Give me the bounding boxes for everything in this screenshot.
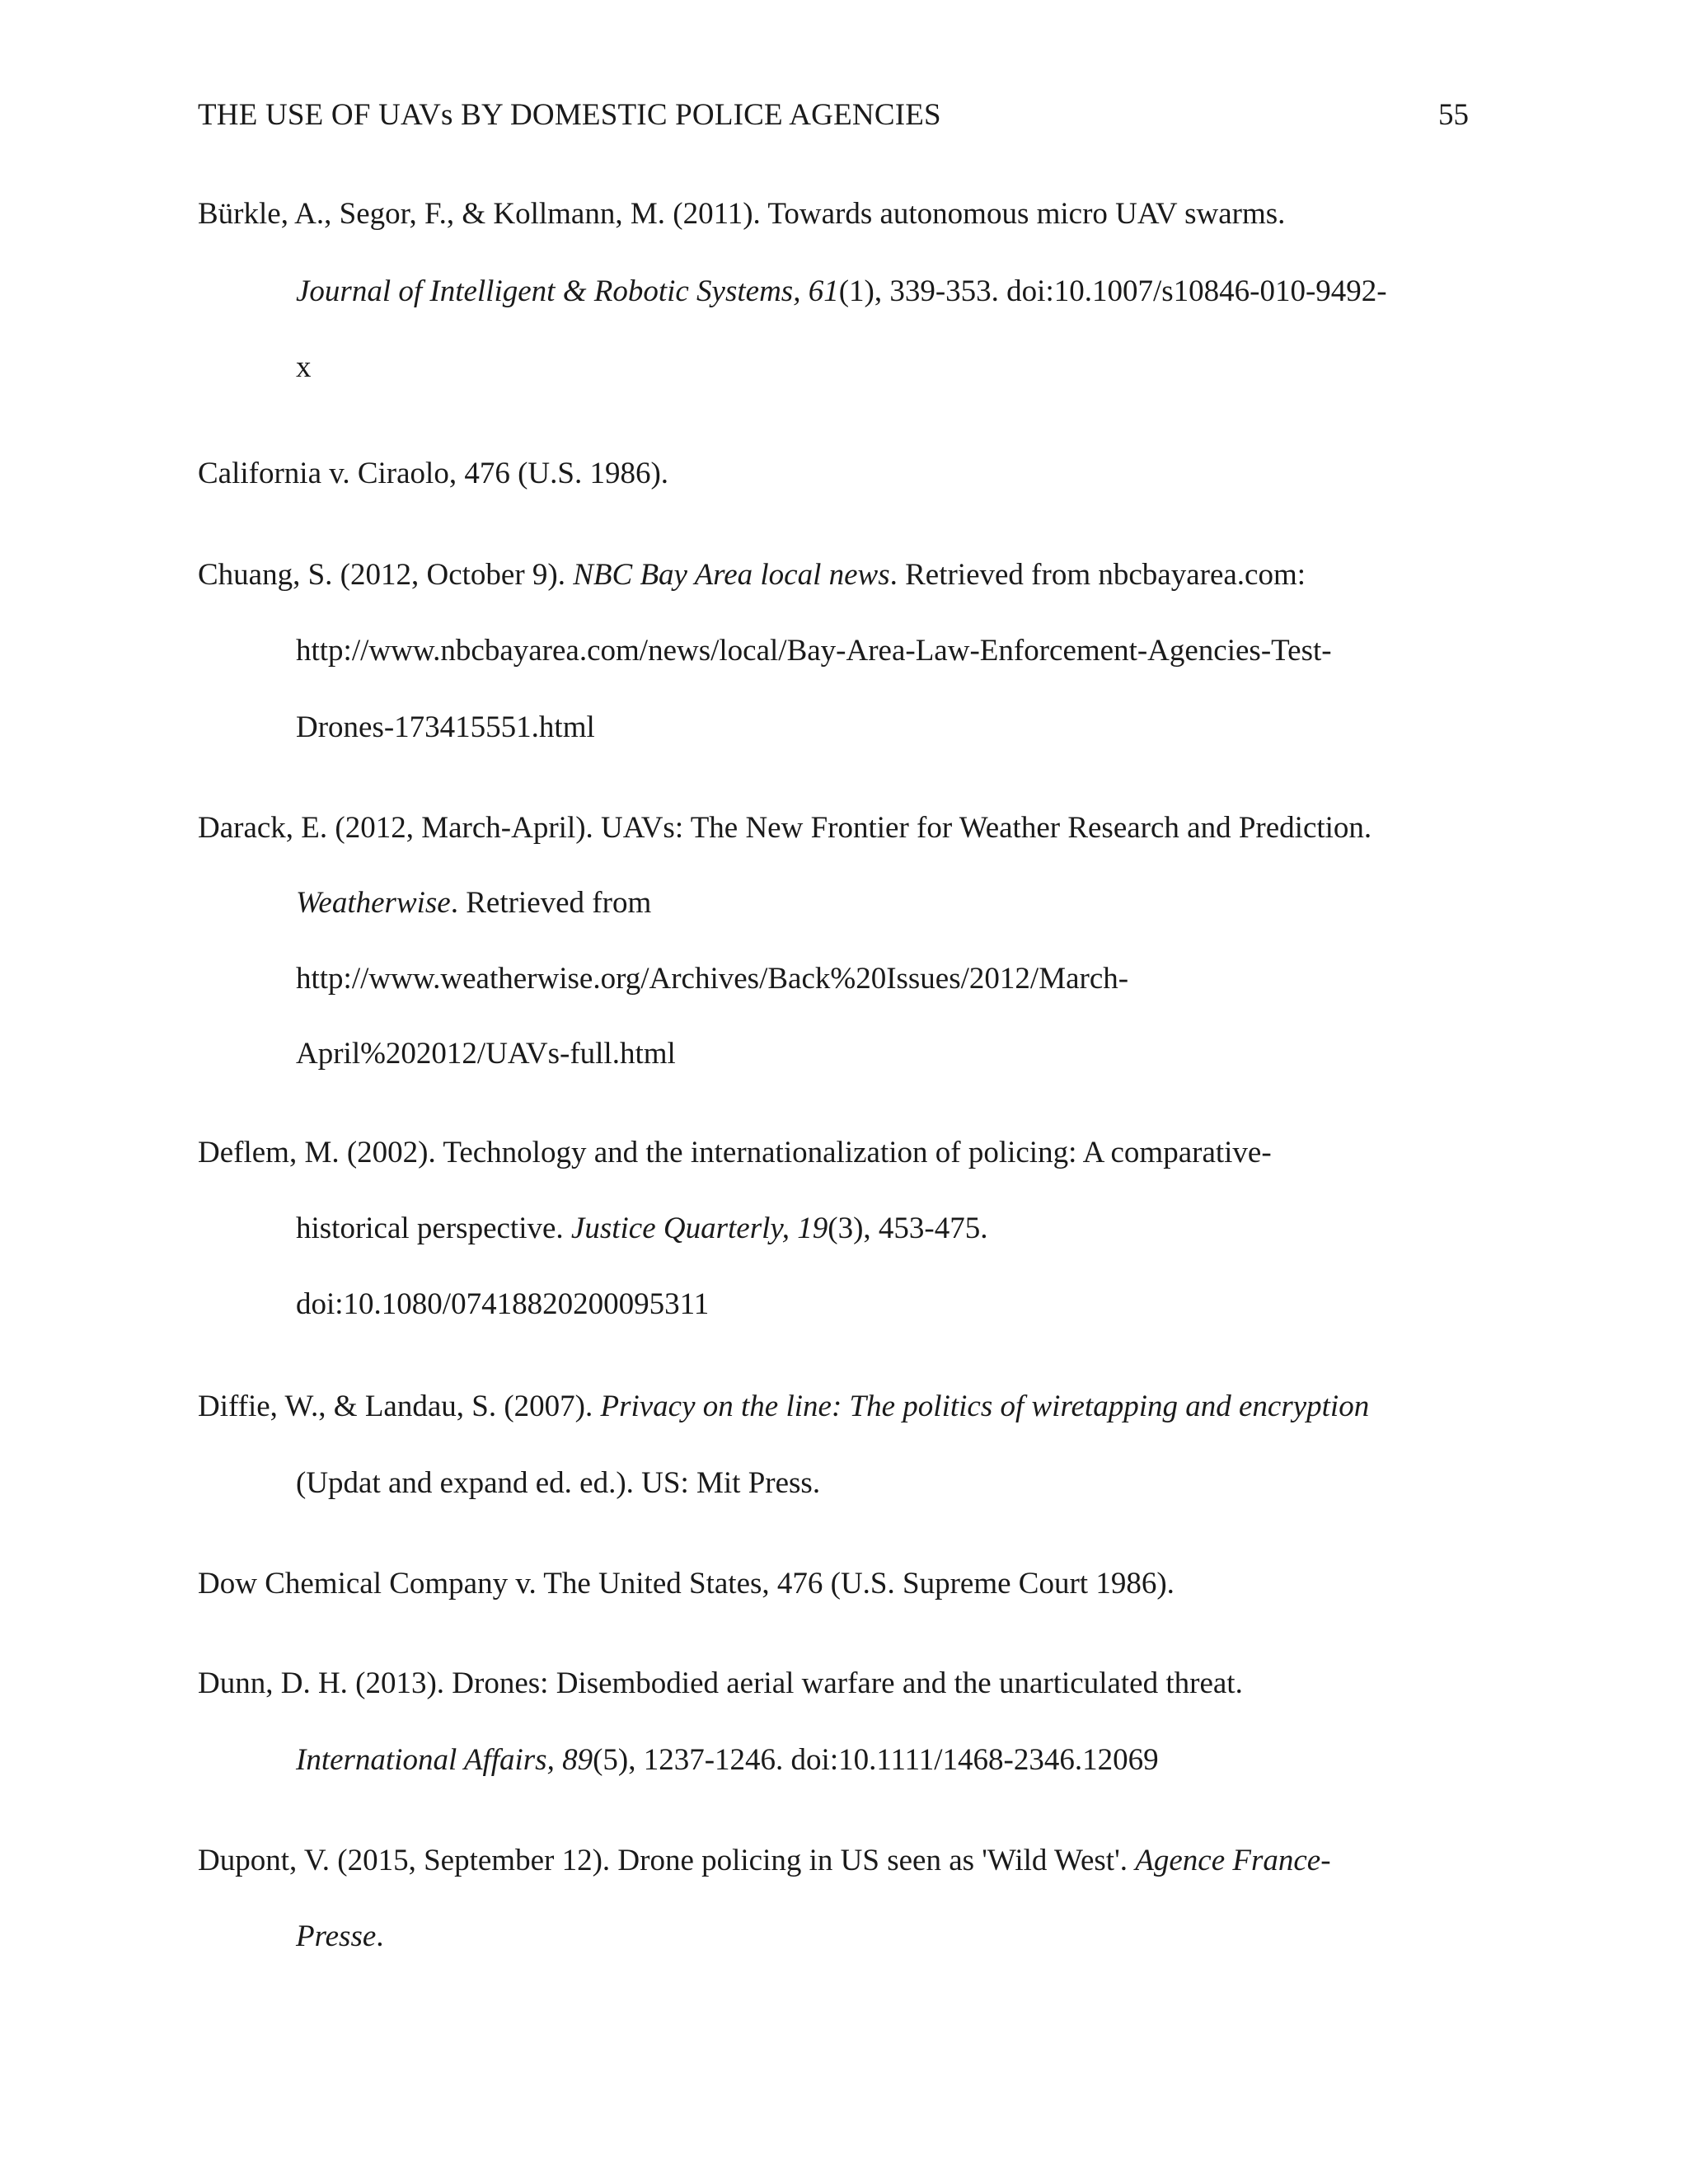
text: Diffie, W., & Landau, S. (2007). — [198, 1390, 601, 1423]
text: http://www.nbcbayarea.com/news/local/Bay-Area-Law-Enforcement-Agencies-Test- — [296, 634, 1332, 668]
italic-text: Justice Quarterly, 19 — [570, 1212, 828, 1245]
reference-entry-line — [198, 1561, 1175, 1607]
text: http://www.weatherwise.org/Archives/Back%20Issues/2012/March- — [296, 962, 1129, 996]
reference-continuation-line — [296, 1206, 987, 1252]
reference-entry-line — [198, 1838, 1331, 1884]
text: Bürkle, A., Segor, F., & Kollmann, M. (2011). Towards autonomous micro UAV swarms. — [198, 197, 1286, 231]
reference-continuation-line — [296, 956, 1128, 1002]
text: . — [376, 1919, 384, 1953]
reference-continuation-line — [296, 269, 1387, 315]
text: Dow Chemical Company v. The United States, 476 (U.S. Supreme Court 1986). — [198, 1567, 1175, 1601]
running-head: THE USE OF UAVs BY DOMESTIC POLICE AGENCIES — [198, 98, 941, 132]
reference-continuation-line — [296, 1460, 820, 1507]
text: doi:10.1080/07418820200095311 — [296, 1287, 710, 1321]
italic-text: Journal of Intelligent & Robotic Systems, 61 — [296, 274, 839, 308]
text: (1), 339-353. doi:10.1007/s10846-010-9492- — [838, 274, 1387, 308]
reference-continuation-line — [296, 880, 651, 926]
reference-entry-line — [198, 1130, 1272, 1176]
text: Dupont, V. (2015, September 12). Drone policing in US seen as 'Wild West'. — [198, 1844, 1136, 1877]
reference-continuation-line — [296, 1914, 384, 1960]
text: Drones-173415551.html — [296, 710, 595, 744]
reference-entry-line — [198, 1384, 1369, 1430]
text: (Updat and expand ed. ed.). US: Mit Press. — [296, 1466, 821, 1500]
reference-continuation-line — [296, 344, 312, 391]
reference-entry-line — [198, 805, 1372, 851]
reference-continuation-line — [296, 705, 595, 751]
text: Chuang, S. (2012, October 9). — [198, 558, 574, 592]
italic-text: Weatherwise — [296, 886, 451, 920]
reference-continuation-line — [296, 1282, 709, 1328]
text: historical perspective. — [296, 1212, 571, 1245]
italic-text: NBC Bay Area local news — [573, 558, 890, 592]
reference-entry-line — [198, 1661, 1243, 1707]
italic-text: Agence France- — [1135, 1844, 1331, 1877]
reference-continuation-line — [296, 1737, 1159, 1783]
text: Darack, E. (2012, March-April). UAVs: The New Frontier for Weather Research and Prediction. — [198, 811, 1372, 845]
text: Deflem, M. (2002). Technology and the internationalization of policing: A comparative- — [198, 1136, 1272, 1169]
page-number: 55 — [1438, 98, 1469, 132]
italic-text: Presse — [296, 1919, 377, 1953]
text: April%202012/UAVs-full.html — [296, 1037, 676, 1071]
reference-entry-line — [198, 191, 1285, 237]
text: California v. Ciraolo, 476 (U.S. 1986). — [198, 457, 669, 490]
text: (3), 453-475. — [828, 1212, 988, 1245]
text: . Retrieved from — [450, 886, 652, 920]
text: Dunn, D. H. (2013). Drones: Disembodied aerial warfare and the unarticulated threat. — [198, 1666, 1243, 1700]
text: (5), 1237-1246. doi:10.1111/1468-2346.12069 — [593, 1743, 1159, 1777]
reference-continuation-line — [296, 1031, 676, 1077]
reference-continuation-line — [296, 628, 1332, 674]
reference-entry-line — [198, 552, 1306, 598]
text: x — [296, 350, 312, 384]
reference-entry-line — [198, 451, 668, 497]
text: . Retrieved from nbcbayarea.com: — [889, 558, 1306, 592]
italic-text: International Affairs, 89 — [296, 1743, 593, 1777]
italic-text: Privacy on the line: The politics of wiretapping and encryption — [600, 1390, 1370, 1423]
